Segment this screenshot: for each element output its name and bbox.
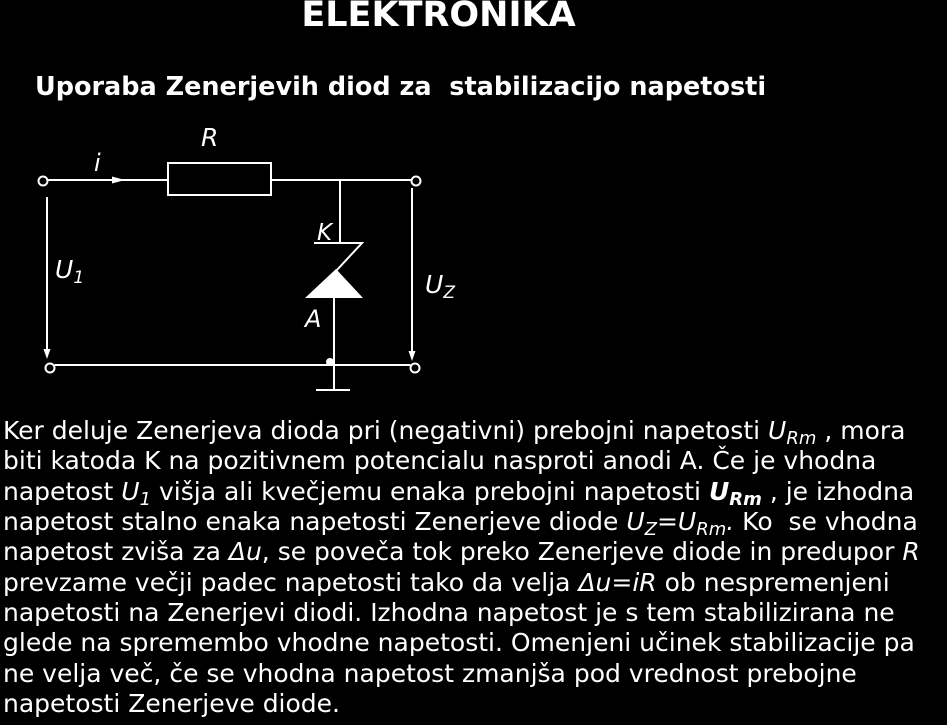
- paragraph-line-7: [3, 598, 943, 628]
- slide-title: ELEKTRONIKA: [301, 0, 576, 35]
- text-run: napetosti Zenerjeve diode.: [3, 688, 340, 718]
- resistor: [168, 163, 271, 195]
- cathode-label: K: [317, 220, 333, 246]
- input-voltage-symbol: U: [121, 476, 140, 506]
- breakdown-voltage-symbol: U: [768, 416, 787, 445]
- equation-part: =U: [656, 506, 697, 536]
- resistor-symbol: R: [902, 537, 920, 567]
- output-voltage-arrow-head: [409, 351, 416, 361]
- text-run: višja ali kvečjemu enaka prebojni napetosti: [151, 476, 709, 506]
- text-run: , se poveča tok preko Zenerjeve diode in predupor: [261, 537, 903, 567]
- text-run: napetosti na Zenerjevi diodi. Izhodna napetost je s tem stabilizirana ne: [3, 597, 895, 627]
- text-run: , je izhodna: [761, 476, 915, 506]
- equation-period: .: [726, 506, 735, 536]
- breakdown-voltage-subscript-bold: Rm: [729, 488, 762, 510]
- current-label: i: [94, 149, 101, 177]
- paragraph-line-3: [3, 476, 943, 510]
- output-voltage-subscript: Z: [443, 283, 455, 303]
- zener-voltage-symbol: U: [626, 506, 645, 536]
- input-bottom-terminal: [46, 364, 55, 373]
- text-run: biti katoda K na pozitivnem potencialu nasproti anodi A. Če je vhodna: [3, 446, 877, 476]
- breakdown-voltage-subscript: Rm: [786, 428, 817, 450]
- ohm-law-equation: Δu=iR: [578, 567, 657, 597]
- paragraph-line-6: [3, 568, 943, 598]
- slide-subtitle: Uporaba Zenerjevih diod za stabilizacijo napetosti: [35, 72, 767, 102]
- input-voltage-symbol: U: [55, 255, 74, 284]
- text-run: glede na spremembo vhodne napetosti. Omenjeni učinek stabilizacije pa: [3, 628, 915, 658]
- paragraph-line-1: [3, 416, 943, 450]
- paragraph-line-9: [3, 659, 943, 689]
- input-voltage-label: [55, 255, 84, 288]
- zener-cathode-bar: [314, 243, 362, 271]
- zener-stabilizer-circuit: [0, 110, 480, 400]
- text-run: napetost: [3, 476, 122, 506]
- text-run: Ko se vhodna: [734, 506, 918, 536]
- output-voltage-symbol: U: [425, 270, 444, 299]
- zener-anode-triangle: [305, 269, 363, 298]
- breakdown-voltage-symbol-bold: U: [708, 476, 730, 506]
- paragraph-line-8: [3, 628, 943, 658]
- input-voltage-subscript: 1: [139, 488, 152, 510]
- paragraph-line-4: [3, 506, 943, 541]
- text-run: Ker deluje Zenerjeva dioda pri (negativni) prebojni napetosti: [3, 416, 769, 445]
- paragraph-line-10: [3, 689, 943, 719]
- text-run: ne velja več, če se vhodna napetost zmanjša pod vrednost prebojne: [3, 658, 857, 688]
- input-voltage-arrow-head: [44, 349, 51, 359]
- input-voltage-subscript: 1: [73, 268, 85, 288]
- breakdown-voltage-subscript: Rm: [696, 519, 727, 541]
- current-arrow-head: [112, 177, 125, 184]
- output-bottom-terminal: [411, 364, 420, 373]
- text-run: napetost stalno enaka napetosti Zenerjeve diode: [3, 506, 627, 536]
- text-run: ob nespremenjeni: [656, 567, 890, 597]
- zener-voltage-subscript: Z: [644, 519, 657, 541]
- output-voltage-label: [425, 270, 455, 303]
- output-top-terminal: [412, 177, 421, 186]
- input-top-terminal: [39, 177, 48, 186]
- explanation-paragraph: [3, 416, 943, 719]
- text-run: prevzame večji padec napetosti tako da velja: [3, 567, 579, 597]
- voltage-change-symbol: Δu: [228, 537, 262, 567]
- text-run: , mora: [816, 416, 906, 445]
- resistor-label: R: [201, 123, 219, 152]
- text-run: napetost zviša za: [3, 537, 229, 567]
- paragraph-line-2: [3, 446, 943, 476]
- anode-label: A: [305, 305, 322, 333]
- paragraph-line-5: [3, 537, 943, 567]
